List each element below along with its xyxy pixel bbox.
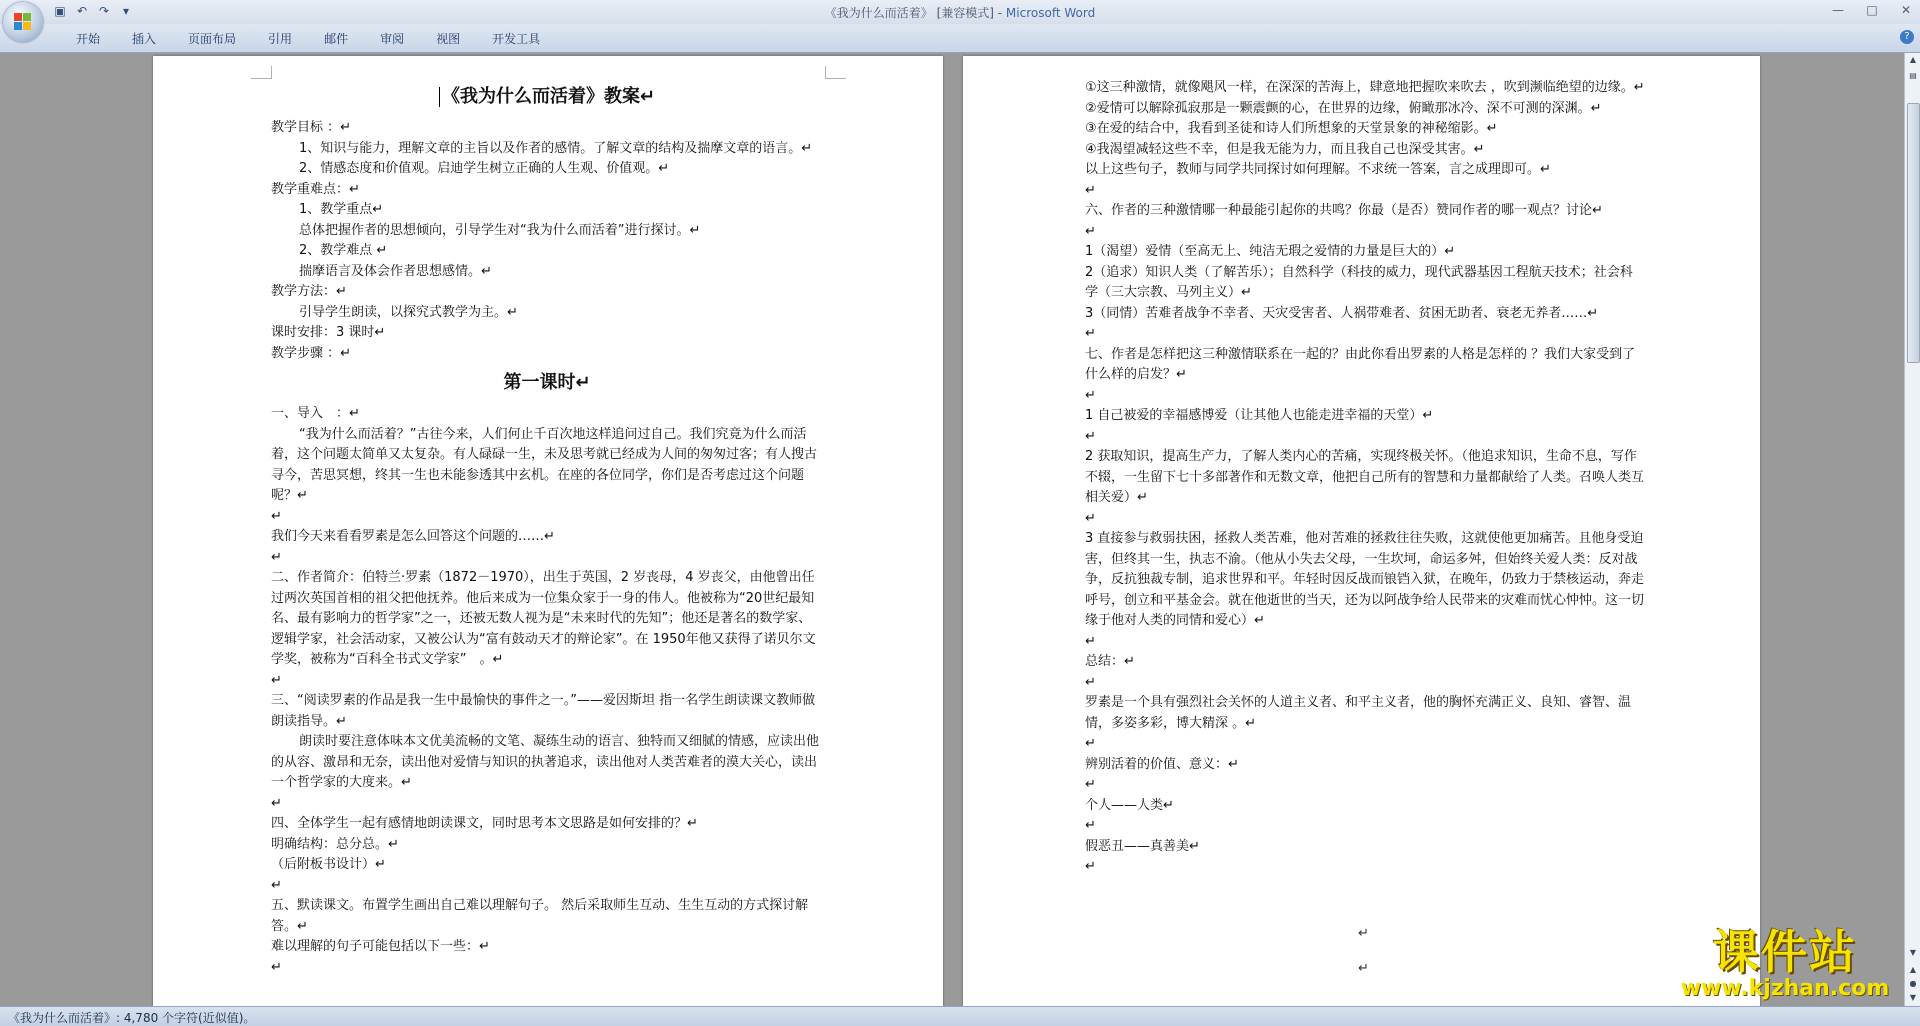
title-bar bbox=[0, 0, 1920, 24]
tab-references[interactable]: 引用 bbox=[268, 32, 293, 46]
ribbon-tabs bbox=[60, 30, 556, 47]
empty-paragraph: ↵ bbox=[1085, 777, 1096, 792]
paragraph: 教学方法：↵ bbox=[271, 284, 347, 299]
paragraph: 朗读时要注意体味本文优美流畅的文笔、凝练生动的语言、独特而又细腻的情感，应读出他的从容、激昂和无奈，读出他对爱情与知识的执著追求，读出他对人类苦难者的漠大关心，读出一个哲学家的大度来。↵ bbox=[271, 734, 820, 790]
paragraph: 揣摩语言及体会作者思想感情。↵ bbox=[299, 263, 492, 279]
paragraph: 3 直接参与救弱扶困，拯救人类苦难，他对苦难的拯救往往失败，这就使他更加痛苦。且他身受迫害，但终其一生，执志不渝。（他从小失去父母，一生坎坷，命运多舛，但始终关爱人类：反对战争，反抗独裁专制，追求世界和平。年轻时因反战而锒铛入狱，在晚年，仍致力于禁核运动，奔走呼号，创立和平基金会。就在他逝世的当天，还为以阿战争给人民带来的灾难而忧心忡忡。这一切缘于他对人类的同情和爱心）↵ bbox=[1085, 531, 1645, 628]
empty-paragraph: ↵ bbox=[271, 672, 282, 688]
paragraph: “我为什么而活着？”古往今来，人们何止千百次地这样追问过自己。我们究竟为什么而活着，这个问题太简单又太复杂。有人碌碌一生，未及思考就已经成为人间的匆匆过客；有人搜古寻今，苦思冥想，终其一生也未能参透其中玄机。在座的各位同学，你们是否考虑过这个问题呢？↵ bbox=[271, 426, 818, 503]
paragraph: 2、情感态度和价值观。启迪学生树立正确的人生观、价值观。↵ bbox=[299, 161, 670, 176]
minimize-icon[interactable]: — bbox=[1832, 3, 1844, 17]
select-browse-object-icon[interactable]: ● bbox=[1909, 979, 1917, 988]
tab-mailings[interactable]: 邮件 bbox=[324, 32, 349, 46]
help-icon[interactable]: ? bbox=[1900, 30, 1914, 44]
tab-home[interactable]: 开始 bbox=[76, 32, 101, 46]
document-page-1[interactable] bbox=[153, 56, 943, 1006]
paragraph: 总结：↵ bbox=[1085, 654, 1135, 669]
next-page-icon[interactable]: ▼ bbox=[1909, 993, 1917, 1002]
previous-page-icon[interactable]: ▲ bbox=[1909, 965, 1917, 974]
document-area bbox=[0, 53, 1904, 1006]
paragraph: ③在爱的结合中，我看到圣徒和诗人们所想象的天堂景象的神秘缩影。↵ bbox=[1085, 121, 1498, 136]
tab-developer[interactable]: 开发工具 bbox=[492, 32, 541, 46]
paragraph: 引导学生朗读，以探究式教学为主。↵ bbox=[299, 304, 518, 320]
window-title: 《我为什么而活着》 [兼容模式] - Microsoft Word bbox=[824, 6, 1096, 20]
paragraph: 辨别活着的价值、意义：↵ bbox=[1085, 756, 1239, 772]
office-button[interactable] bbox=[3, 2, 43, 42]
save-icon[interactable]: ▣ bbox=[54, 4, 66, 18]
empty-paragraph: ↵ bbox=[271, 508, 282, 524]
empty-paragraph: ↵ bbox=[1085, 510, 1096, 526]
crop-mark bbox=[825, 66, 846, 79]
paragraph: 我们今天来看看罗素是怎么回答这个问题的……↵ bbox=[271, 529, 555, 544]
status-bar bbox=[0, 1006, 1920, 1026]
empty-paragraph: ↵ bbox=[271, 959, 282, 975]
office-logo-icon bbox=[14, 13, 32, 31]
paragraph-mark: ↵ bbox=[1358, 926, 1369, 941]
paragraph: 教学目标 ：↵ bbox=[271, 120, 352, 135]
paragraph: 以上这些句子，教师与同学共同探讨如何理解。不求统一答案，言之成理即可。↵ bbox=[1085, 162, 1551, 177]
paragraph: （后附板书设计）↵ bbox=[271, 857, 386, 872]
paragraph: 2 获取知识，提高生产力，了解人类内心的苦痛，实现终极关怀。（他追求知识，生命不息，写作不辍，一生留下七十多部著作和无数文章，他把自己所有的智慧和力量都献给了人类。召唤人类互相关爱）↵ bbox=[1085, 449, 1645, 505]
page-2-text[interactable] bbox=[1085, 78, 1645, 878]
word-count-status[interactable]: 《我为什么而活着》: 4,780 个字符(近似值)。 bbox=[8, 1011, 256, 1025]
vertical-scrollbar[interactable] bbox=[1904, 53, 1920, 1006]
empty-paragraph: ↵ bbox=[1085, 326, 1096, 341]
empty-paragraph: ↵ bbox=[1085, 182, 1096, 198]
scroll-thumb[interactable] bbox=[1907, 103, 1920, 363]
paragraph-mark: ↵ bbox=[1358, 961, 1369, 976]
paragraph: 3（同情）苦难者战争不幸者、天灾受害者、人祸带难者、贫困无助者、衰老无养者……↵ bbox=[1085, 305, 1599, 321]
tab-review[interactable]: 审阅 bbox=[380, 32, 405, 46]
paragraph: 1、教学重点↵ bbox=[299, 202, 384, 217]
paragraph: 四、全体学生一起有感情地朗读课文，同时思考本文思路是如何安排的？↵ bbox=[271, 816, 698, 831]
text-cursor bbox=[439, 87, 440, 107]
tab-insert[interactable]: 插入 bbox=[132, 32, 157, 46]
tab-page-layout[interactable]: 页面布局 bbox=[188, 32, 237, 46]
paragraph: 五、默读课文。布置学生画出自己难以理解句子。 然后采取师生互动、生生互动的方式探讨解答。↵ bbox=[271, 898, 809, 934]
empty-paragraph: ↵ bbox=[1085, 818, 1096, 833]
paragraph: 二、作者简介：伯特兰·罗素（1872－1970），出生于英国，2 岁丧母，4 岁丧父，由他曾出任过两次英国首相的祖父把他抚养。他后来成为一位集众家于一身的伟人。他被称为“20世纪最知名、最有影响力的哲学家”之一，还被无数人视为是“未来时代的先知”；他还是著名的数学家、逻辑学家，社会活动家，又被公认为“富有鼓动天才的辩论家”。在 1950年他又获得了诺贝尔文学奖，被称为“百科全书式文学家” 。↵ bbox=[271, 570, 816, 667]
tab-view[interactable]: 视图 bbox=[436, 32, 461, 46]
paragraph: 假恶丑——真善美↵ bbox=[1085, 838, 1200, 854]
scroll-up-icon[interactable]: ▲ bbox=[1909, 55, 1917, 64]
paragraph: 总体把握作者的思想倾向，引导学生对“我为什么而活着”进行探讨。↵ bbox=[299, 222, 701, 238]
heading: 《我为什么而活着》教案↵ bbox=[271, 84, 823, 110]
paragraph: ②爱情可以解除孤寂那是一颗震颤的心，在世界的边缘，俯瞰那冰冷、深不可测的深渊。↵ bbox=[1085, 100, 1602, 116]
paragraph: 难以理解的句子可能包括以下一些：↵ bbox=[271, 939, 490, 954]
site-watermark bbox=[1665, 926, 1905, 1000]
customize-icon[interactable]: ▾ bbox=[122, 4, 130, 18]
document-page-2[interactable] bbox=[963, 56, 1760, 1006]
empty-paragraph: ↵ bbox=[271, 549, 282, 565]
paragraph: 课时安排：3 课时↵ bbox=[271, 325, 386, 340]
paragraph: 七、作者是怎样把这三种激情联系在一起的？由此你看出罗素的人格是怎样的 ？我们大家受到了什么样的启发？↵ bbox=[1085, 346, 1636, 382]
paragraph: ④我渴望减轻这些不幸，但是我无能为力，而且我自己也深受其害。↵ bbox=[1085, 141, 1485, 157]
close-icon[interactable]: ✕ bbox=[1900, 3, 1912, 17]
paragraph: 1（渴望）爱情（至高无上、纯洁无瑕之爱情的力量是巨大的）↵ bbox=[1085, 244, 1456, 259]
crop-mark bbox=[251, 66, 272, 79]
ribbon bbox=[0, 24, 1920, 53]
paragraph: 三、“阅读罗素的作品是我一生中最愉快的事件之一。”——爱因斯坦 指一名学生朗读课文教师做朗读指导。↵ bbox=[271, 693, 816, 729]
paragraph: 2（追求）知识人类（了解苦乐）；自然科学（科技的威力，现代武器基因工程航天技术；社会科学（三大宗教、马列主义）↵ bbox=[1085, 264, 1633, 300]
empty-paragraph: ↵ bbox=[1085, 633, 1096, 649]
paragraph: 六、作者的三种激情哪一种最能引起你的共鸣？你最（是否）赞同作者的哪一观点？讨论↵ bbox=[1085, 203, 1603, 218]
heading: 第一课时↵ bbox=[503, 372, 591, 393]
watermark-title: 课件站 bbox=[1713, 925, 1857, 979]
watermark-url: www.kjzhan.com bbox=[1680, 976, 1890, 1001]
paragraph: 罗素是一个具有强烈社会关怀的人道主义者、和平主义者，他的胸怀充满正义、良知、睿智、温情，多姿多彩，博大精深 。↵ bbox=[1085, 695, 1632, 731]
undo-icon[interactable]: ↶ bbox=[76, 4, 88, 18]
page-1-text[interactable] bbox=[271, 78, 823, 978]
window-controls bbox=[1828, 2, 1916, 18]
empty-paragraph: ↵ bbox=[271, 795, 282, 811]
empty-paragraph: ↵ bbox=[1085, 736, 1096, 751]
paragraph: 1、知识与能力，理解文章的主旨以及作者的感情。了解文章的结构及揣摩文章的语言。↵ bbox=[299, 140, 813, 156]
paragraph: 2、教学难点 ↵ bbox=[299, 243, 388, 258]
paragraph: 个人——人类↵ bbox=[1085, 797, 1174, 813]
paragraph: 教学步骤 ：↵ bbox=[271, 345, 352, 361]
empty-paragraph: ↵ bbox=[1085, 387, 1096, 403]
paragraph: 1 自己被爱的幸福感博爱（让其他人也能走进幸福的天堂）↵ bbox=[1085, 408, 1434, 423]
empty-paragraph: ↵ bbox=[1085, 674, 1096, 690]
paragraph: 明确结构：总分总。↵ bbox=[271, 836, 399, 852]
paragraph: 一、导入 ：↵ bbox=[271, 406, 360, 421]
maximize-icon[interactable]: □ bbox=[1866, 3, 1878, 17]
empty-paragraph: ↵ bbox=[1085, 428, 1096, 444]
empty-paragraph: ↵ bbox=[1085, 223, 1096, 239]
scroll-down-icon[interactable]: ▼ bbox=[1909, 948, 1917, 957]
ruler-icon[interactable]: ▤ bbox=[1909, 71, 1917, 80]
empty-paragraph: ↵ bbox=[1085, 859, 1096, 874]
redo-icon[interactable]: ↷ bbox=[98, 4, 110, 18]
empty-paragraph: ↵ bbox=[271, 877, 282, 893]
paragraph: 教学重难点：↵ bbox=[271, 181, 360, 197]
paragraph: ①这三种激情，就像飓风一样，在深深的苦海上，肆意地把握吹来吹去 ，吹到濒临绝望的边缘。↵ bbox=[1085, 80, 1645, 95]
